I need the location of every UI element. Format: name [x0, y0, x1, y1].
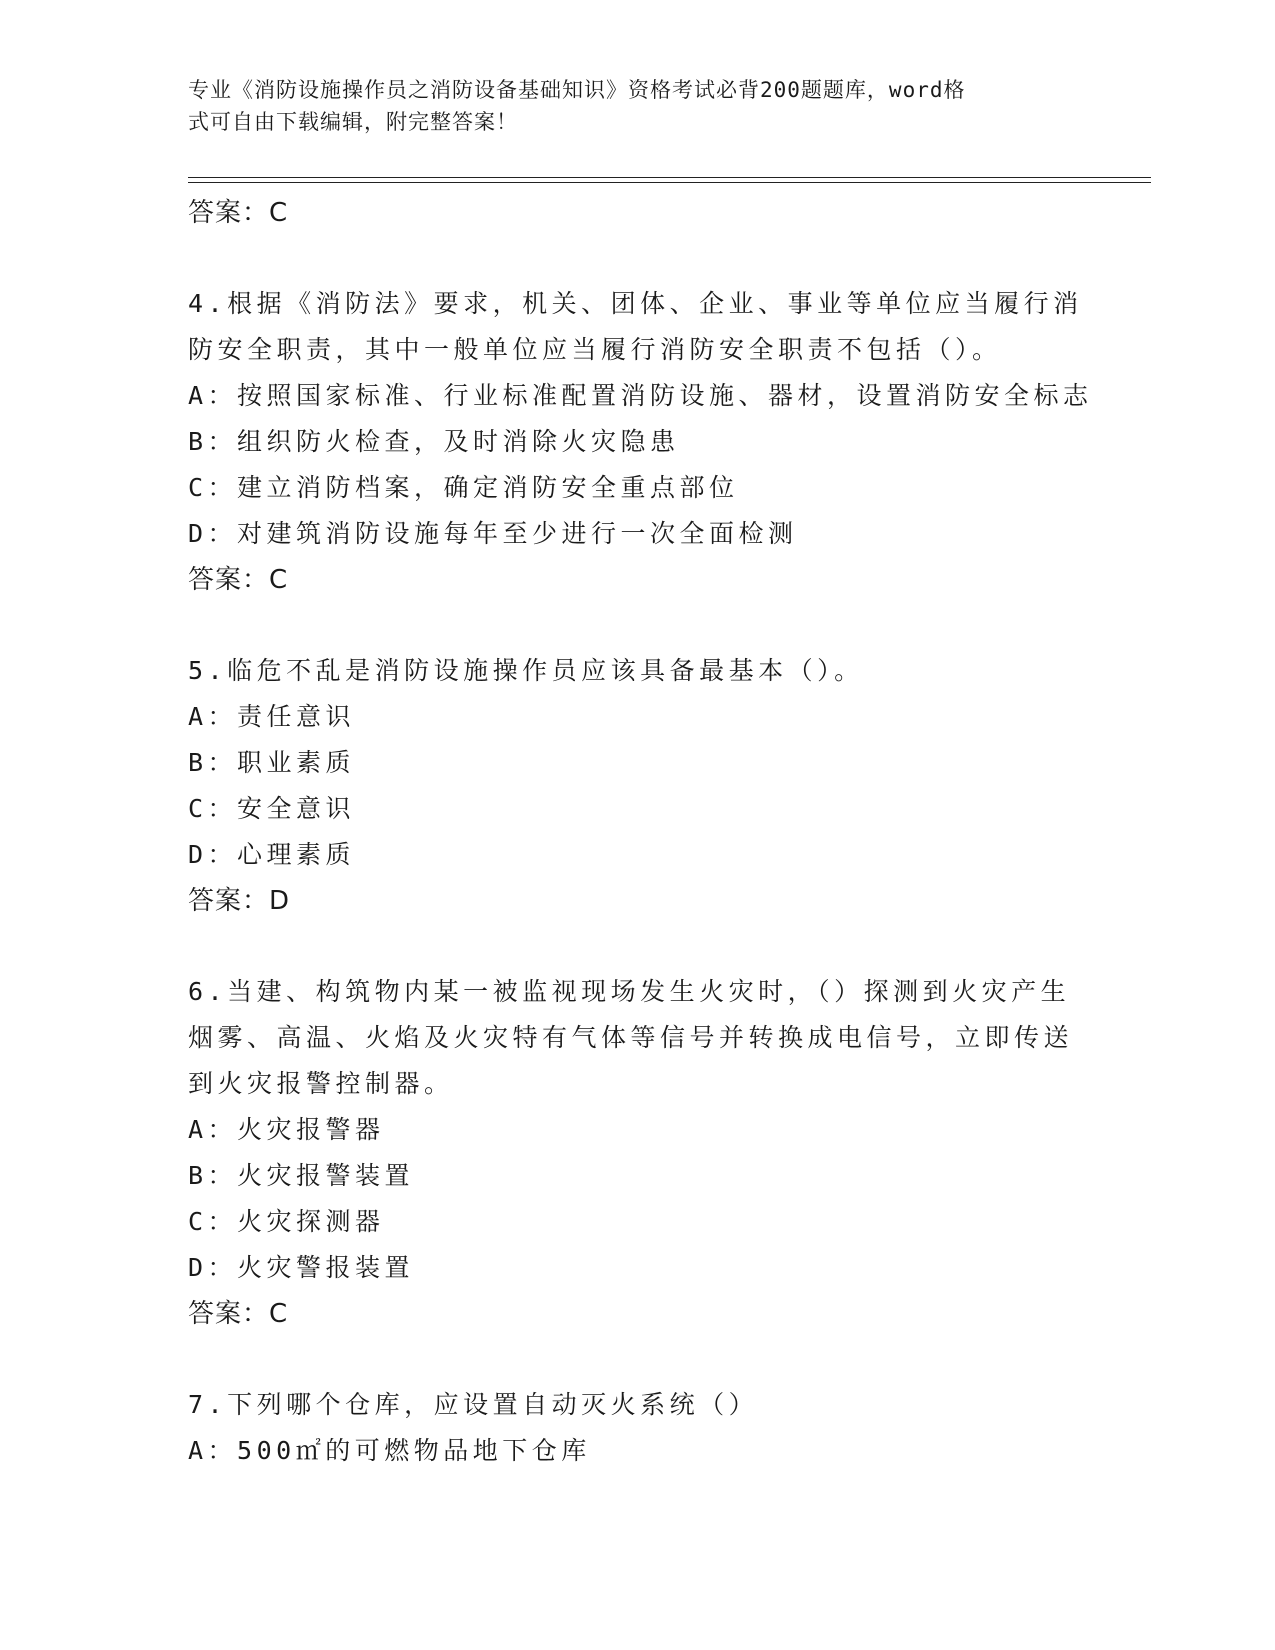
spacer: [188, 1337, 1088, 1382]
document-header: [188, 74, 1068, 138]
header-divider-top: [188, 177, 1151, 178]
option-d: D：火灾警报装置: [188, 1253, 415, 1282]
question-stem: 6.当建、构筑物内某一被监视现场发生火灾时，（）探测到火灾产生: [188, 977, 1071, 1006]
option-a: A：火灾报警器: [188, 1115, 385, 1144]
question-stem: 到火灾报警控制器。: [188, 1069, 454, 1098]
question-5: [188, 648, 1088, 924]
option-c: C：火灾探测器: [188, 1207, 385, 1236]
question-4: [188, 281, 1093, 603]
option-b: B：组织防火检查，及时消除火灾隐患: [188, 427, 680, 456]
option-a: A：责任意识: [188, 702, 356, 731]
option-d: D：对建筑消防设施每年至少进行一次全面检测: [188, 519, 798, 548]
spacer: [188, 603, 1088, 648]
answer-line: 答案：C: [188, 565, 289, 595]
spacer: [188, 236, 1088, 281]
question-stem: 7.下列哪个仓库，应设置自动灭火系统（）: [188, 1390, 759, 1419]
option-b: B：职业素质: [188, 748, 356, 777]
option-c: C：安全意识: [188, 794, 356, 823]
option-d: D：心理素质: [188, 840, 356, 869]
question-7: [188, 1382, 1088, 1474]
option-a: A：按照国家标准、行业标准配置消防设施、器材，设置消防安全标志: [188, 381, 1093, 410]
answer-line: 答案：C: [188, 198, 289, 228]
option-c: C：建立消防档案，确定消防安全重点部位: [188, 473, 739, 502]
option-b: B：火灾报警装置: [188, 1161, 415, 1190]
question-stem: 5.临危不乱是消防设施操作员应该具备最基本（）。: [188, 656, 864, 685]
spacer: [188, 924, 1088, 969]
header-line-2: 式可自由下载编辑，附完整答案！: [188, 110, 518, 134]
question-stem: 烟雾、高温、火焰及火灾特有气体等信号并转换成电信号，立即传送: [188, 1023, 1074, 1052]
header-line-1: 专业《消防设施操作员之消防设备基础知识》资格考试必背200题题库，word格: [188, 78, 966, 102]
option-a: A：500㎡的可燃物品地下仓库: [188, 1436, 591, 1465]
header-divider-bottom: [188, 182, 1151, 183]
question-list: [188, 190, 1093, 1474]
answer-line: 答案：C: [188, 1299, 289, 1329]
question-6: [188, 969, 1088, 1337]
answer-line: 答案：D: [188, 886, 291, 916]
question-stem: 防安全职责，其中一般单位应当履行消防安全职责不包括（）。: [188, 335, 1002, 364]
question-stem: 4.根据《消防法》要求，机关、团体、企业、事业等单位应当履行消: [188, 289, 1083, 318]
